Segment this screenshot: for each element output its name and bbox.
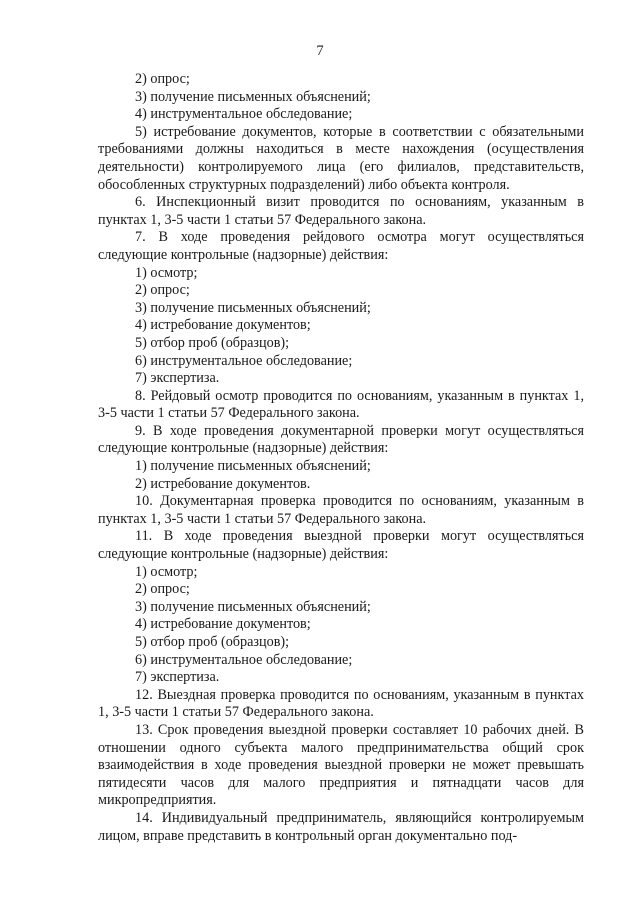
paragraph: 7. В ходе проведения рейдового осмотра могут осуществляться следующие контрольные (надзорные) действия: — [98, 229, 584, 263]
list-item: 7) экспертиза. — [135, 370, 220, 387]
paragraph: 12. Выездная проверка проводится по основаниям, указанным в пунктах 1, 3-5 части 1 статьи 57 Федерального закона. — [98, 686, 584, 721]
list-item: 1) осмотр; — [135, 264, 198, 281]
page-number: 7 — [316, 43, 324, 59]
list-item: 2) опрос; — [135, 282, 190, 299]
list-item: 1) получение письменных объяснений; — [135, 458, 371, 475]
list-item: 4) истребование документов; — [135, 317, 311, 334]
list-item: 2) истребование документов. — [135, 475, 311, 492]
list-item: 3) получение письменных объяснений; — [135, 299, 371, 316]
paragraph: 9. В ходе проведения документарной проверки могут осуществляться следующие контрольные (надзорные) действия: — [98, 422, 584, 457]
paragraph: 10. Документарная проверка проводится по основаниям, указанным в пунктах 1, 3-5 части 1 статьи 57 Федерального закона. — [98, 493, 584, 527]
list-item: 4) истребование документов; — [135, 616, 311, 633]
paragraph: 5) истребование документов, которые в соответствии с обязательными требованиями должны находиться в месте нахождения (осуществления деятельности) контролируемого лица (его филиалов, представительств, обособленных структурных подразделений) либо объекта контроля. — [98, 123, 584, 193]
list-item: 3) получение письменных объяснений; — [135, 88, 371, 105]
list-item: 2) опрос; — [135, 71, 190, 87]
paragraph: 11. В ходе проведения выездной проверки могут осуществляться следующие контрольные (надзорные) действия: — [98, 528, 584, 563]
list-item: 1) осмотр; — [135, 563, 198, 580]
paragraph: 8. Рейдовый осмотр проводится по основаниям, указанным в пунктах 1, 3-5 части 1 статьи 57 Федерального закона. — [98, 387, 584, 422]
list-item: 6) инструментальное обследование; — [135, 651, 353, 668]
list-item: 2) опрос; — [135, 581, 190, 598]
list-item: 5) отбор проб (образцов); — [135, 334, 290, 351]
list-item: 4) инструментальное обследование; — [135, 106, 353, 123]
list-item: 3) получение письменных объяснений; — [135, 598, 371, 615]
list-item: 6) инструментальное обследование; — [135, 352, 353, 369]
list-item: 7) экспертиза. — [135, 669, 220, 686]
paragraph: 14. Индивидуальный предприниматель, являющийся контролируемым лицом, вправе представить в контрольный орган документально под- — [98, 809, 584, 844]
list-item: 5) отбор проб (образцов); — [135, 634, 290, 650]
document-body — [98, 71, 584, 845]
paragraph: 6. Инспекционный визит проводится по основаниям, указанным в пунктах 1, 3-5 части 1 статьи 57 Федерального закона. — [98, 194, 584, 228]
paragraph: 13. Срок проведения выездной проверки составляет 10 рабочих дней. В отношении одного субъекта малого предпринимательства общий срок взаимодействия в ходе проведения выездной проверки не может превышать пятидесяти часов для малого предприятия и пятнадцати часов для микропредприятия. — [98, 721, 584, 809]
